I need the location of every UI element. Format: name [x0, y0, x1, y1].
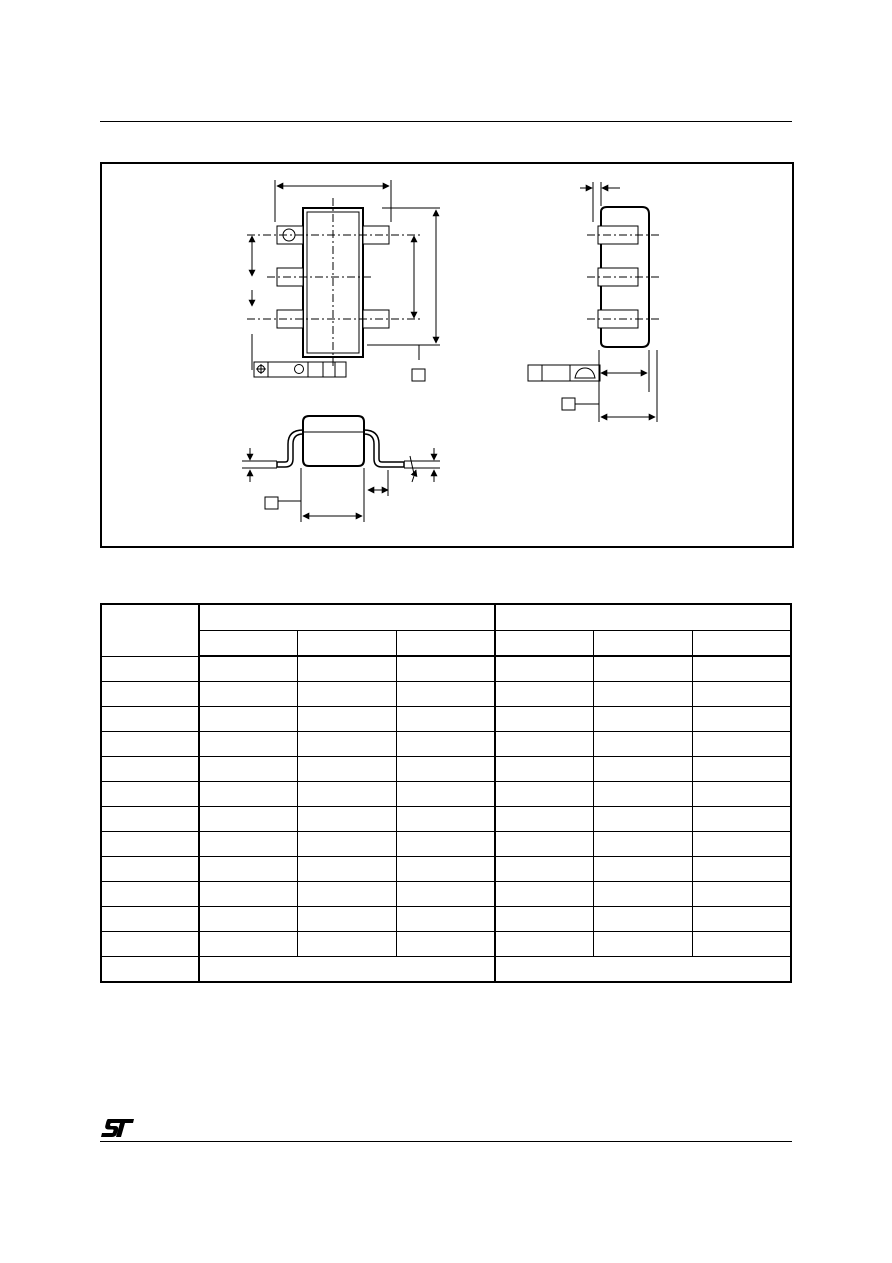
- side-view: [528, 182, 662, 422]
- table-cell: [199, 857, 298, 882]
- table-cell: [199, 932, 298, 957]
- group-header-inch: [495, 604, 791, 631]
- subheader-cell: [199, 631, 298, 657]
- subheader-cell: [298, 631, 397, 657]
- table-cell: [101, 857, 199, 882]
- table-row-last: [101, 957, 791, 983]
- table-cell: [495, 957, 791, 983]
- table-cell: [396, 732, 495, 757]
- table-cell: [101, 782, 199, 807]
- package-outline-drawing: [100, 162, 794, 548]
- table-row: [101, 732, 791, 757]
- table-cell: [396, 932, 495, 957]
- table-cell: [396, 882, 495, 907]
- table-cell: [594, 757, 693, 782]
- table-cell: [495, 832, 594, 857]
- table-row: [101, 932, 791, 957]
- table-row: [101, 882, 791, 907]
- table-cell: [298, 732, 397, 757]
- table-cell: [692, 857, 791, 882]
- table-cell: [594, 907, 693, 932]
- table-cell: [298, 857, 397, 882]
- dim-header-cell: [101, 604, 199, 656]
- table-cell: [298, 907, 397, 932]
- subheader-cell: [594, 631, 693, 657]
- subheader-cell: [495, 631, 594, 657]
- table-cell: [495, 656, 594, 682]
- table-cell: [396, 782, 495, 807]
- table-cell: [396, 907, 495, 932]
- table-cell: [692, 807, 791, 832]
- table-cell: [594, 782, 693, 807]
- table-cell: [199, 707, 298, 732]
- table-cell: [692, 707, 791, 732]
- table-cell: [692, 682, 791, 707]
- table-row: [101, 832, 791, 857]
- table-cell: [495, 907, 594, 932]
- table-cell: [495, 857, 594, 882]
- dimensions-table: [100, 603, 792, 983]
- table-cell: [692, 832, 791, 857]
- table-cell: [692, 907, 791, 932]
- table-cell: [396, 757, 495, 782]
- table-cell: [594, 682, 693, 707]
- table-cell: [692, 757, 791, 782]
- table-cell: [199, 732, 298, 757]
- table-cell: [692, 732, 791, 757]
- table-cell: [495, 682, 594, 707]
- table-cell: [101, 957, 199, 983]
- table-cell: [101, 907, 199, 932]
- table-cell: [594, 857, 693, 882]
- table-cell: [298, 932, 397, 957]
- table-cell: [594, 932, 693, 957]
- table-cell: [495, 707, 594, 732]
- table-cell: [495, 782, 594, 807]
- top-view: [247, 180, 440, 381]
- table-row: [101, 656, 791, 682]
- table-cell: [594, 832, 693, 857]
- table-cell: [199, 682, 298, 707]
- table-cell: [199, 757, 298, 782]
- table-body: [101, 656, 791, 957]
- table-cell: [298, 757, 397, 782]
- table-cell: [495, 807, 594, 832]
- table-cell: [199, 957, 495, 983]
- table-cell: [396, 707, 495, 732]
- table-cell: [396, 656, 495, 682]
- table-cell: [692, 882, 791, 907]
- table-cell: [199, 882, 298, 907]
- header-rule: [100, 121, 792, 122]
- table-cell: [495, 732, 594, 757]
- mechanical-drawing: [102, 164, 792, 546]
- table-cell: [495, 757, 594, 782]
- table-cell: [594, 882, 693, 907]
- table-cell: [101, 832, 199, 857]
- table-row: [101, 857, 791, 882]
- group-header-mm: [199, 604, 495, 631]
- table-cell: [396, 807, 495, 832]
- table-subheader-row: [101, 631, 791, 657]
- table-cell: [692, 782, 791, 807]
- table-cell: [101, 656, 199, 682]
- table-cell: [594, 732, 693, 757]
- table-cell: [199, 782, 298, 807]
- table-cell: [199, 656, 298, 682]
- table-cell: [199, 832, 298, 857]
- front-view: [242, 416, 440, 522]
- table-cell: [396, 832, 495, 857]
- table-cell: [396, 682, 495, 707]
- table-cell: [298, 682, 397, 707]
- table-cell: [396, 857, 495, 882]
- table-cell: [495, 882, 594, 907]
- table-cell: [495, 932, 594, 957]
- table-row: [101, 807, 791, 832]
- table-cell: [101, 757, 199, 782]
- table-cell: [298, 782, 397, 807]
- table-cell: [298, 707, 397, 732]
- table-cell: [101, 682, 199, 707]
- table-cell: [298, 656, 397, 682]
- subheader-cell: [396, 631, 495, 657]
- footer-rule: [100, 1141, 792, 1142]
- subheader-cell: [692, 631, 791, 657]
- table-cell: [594, 707, 693, 732]
- st-logo-icon: [100, 1117, 136, 1139]
- table-cell: [199, 907, 298, 932]
- table-cell: [594, 807, 693, 832]
- table-row: [101, 757, 791, 782]
- table-cell: [692, 656, 791, 682]
- table-header-row: [101, 604, 791, 631]
- table-row: [101, 907, 791, 932]
- table-cell: [199, 807, 298, 832]
- table-cell: [298, 807, 397, 832]
- table-cell: [101, 732, 199, 757]
- table-row: [101, 782, 791, 807]
- table-cell: [298, 882, 397, 907]
- table-cell: [594, 656, 693, 682]
- table-cell: [692, 932, 791, 957]
- table-row: [101, 707, 791, 732]
- table-cell: [101, 932, 199, 957]
- table-cell: [101, 707, 199, 732]
- table-cell: [298, 832, 397, 857]
- table-cell: [101, 882, 199, 907]
- table-cell: [101, 807, 199, 832]
- table-row: [101, 682, 791, 707]
